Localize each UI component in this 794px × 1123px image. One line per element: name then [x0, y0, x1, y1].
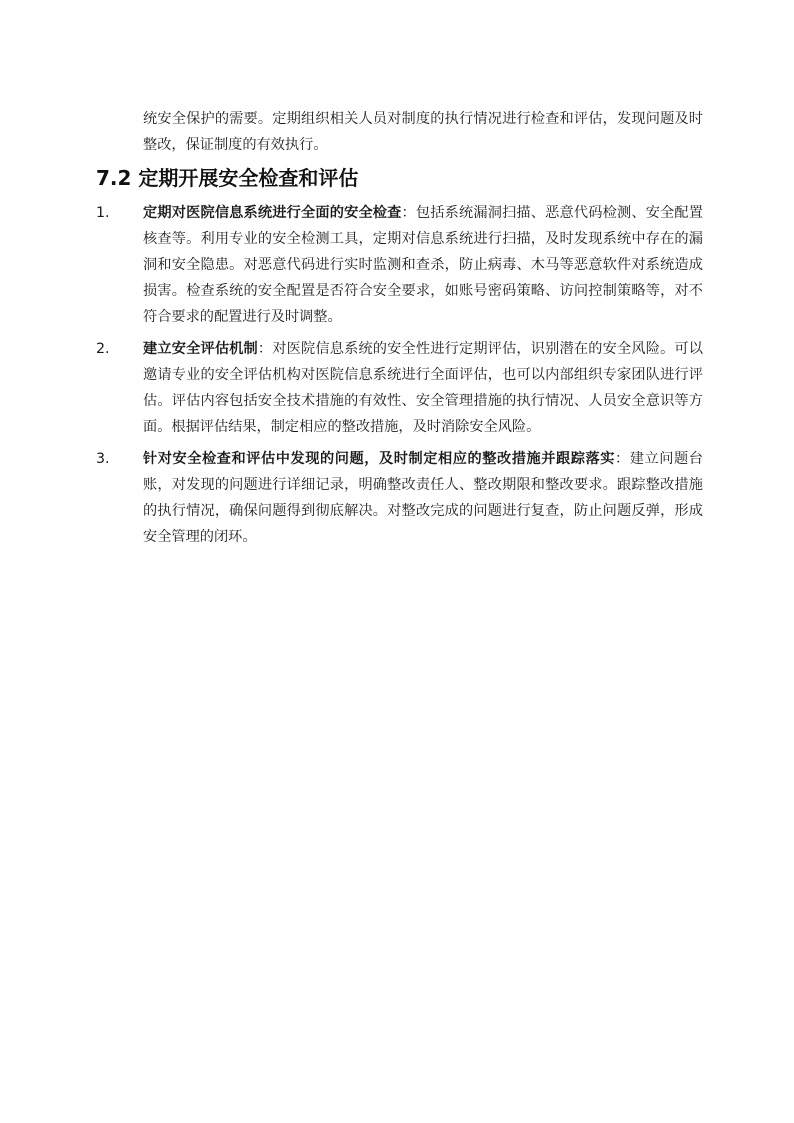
list-item [0, 200, 794, 330]
list-item-body [143, 336, 703, 440]
list-item-number: 2. [96, 341, 110, 357]
list-item-number: 3. [96, 451, 110, 467]
list-item [0, 336, 794, 440]
list-item-lead: 针对安全检查和评估中发现的问题，及时制定相应的整改措施并跟踪落实 [143, 451, 616, 467]
section-heading: 7.2 定期开展安全检查和评估 [96, 166, 359, 190]
list-item-lead: 定期对医院信息系统进行全面的安全检查 [143, 205, 402, 221]
list-item-body [143, 446, 703, 550]
list-item-text: ：对医院信息系统的安全性进行定期评估，识别潜在的安全风险。可以邀请专业的安全评估机构对医院信息系统进行全面评估，也可以内部组织专家团队进行评估。评估内容包括安全技术措施的有效性、安全管理措施的执行情况、人员安全意识等方面。根据评估结果，制定相应的整改措施，及时消除安全风险。 [143, 341, 703, 435]
list-item-lead: 建立安全评估机制 [143, 341, 258, 357]
list-item-body [143, 200, 703, 330]
list-item [0, 446, 794, 550]
list-item-text: ：建立问题台账，对发现的问题进行详细记录，明确整改责任人、整改期限和整改要求。跟踪整改措施的执行情况，确保问题得到彻底解决。对整改完成的问题进行复查，防止问题反弹，形成安全管理的闭环。 [143, 451, 703, 545]
intro-paragraph: 统安全保护的需要。定期组织相关人员对制度的执行情况进行检查和评估，发现问题及时整改，保证制度的有效执行。 [143, 111, 703, 154]
numbered-list [0, 200, 794, 556]
list-item-text: ：包括系统漏洞扫描、恶意代码检测、安全配置核查等。利用专业的安全检测工具，定期对信息系统进行扫描，及时发现系统中存在的漏洞和安全隐患。对恶意代码进行实时监测和查杀，防止病毒、木马等恶意软件对系统造成损害。检查系统的安全配置是否符合安全要求，如账号密码策略、访问控制策略等，对不符合要求的配置进行及时调整。 [143, 205, 703, 325]
list-item-number: 1. [96, 205, 110, 221]
